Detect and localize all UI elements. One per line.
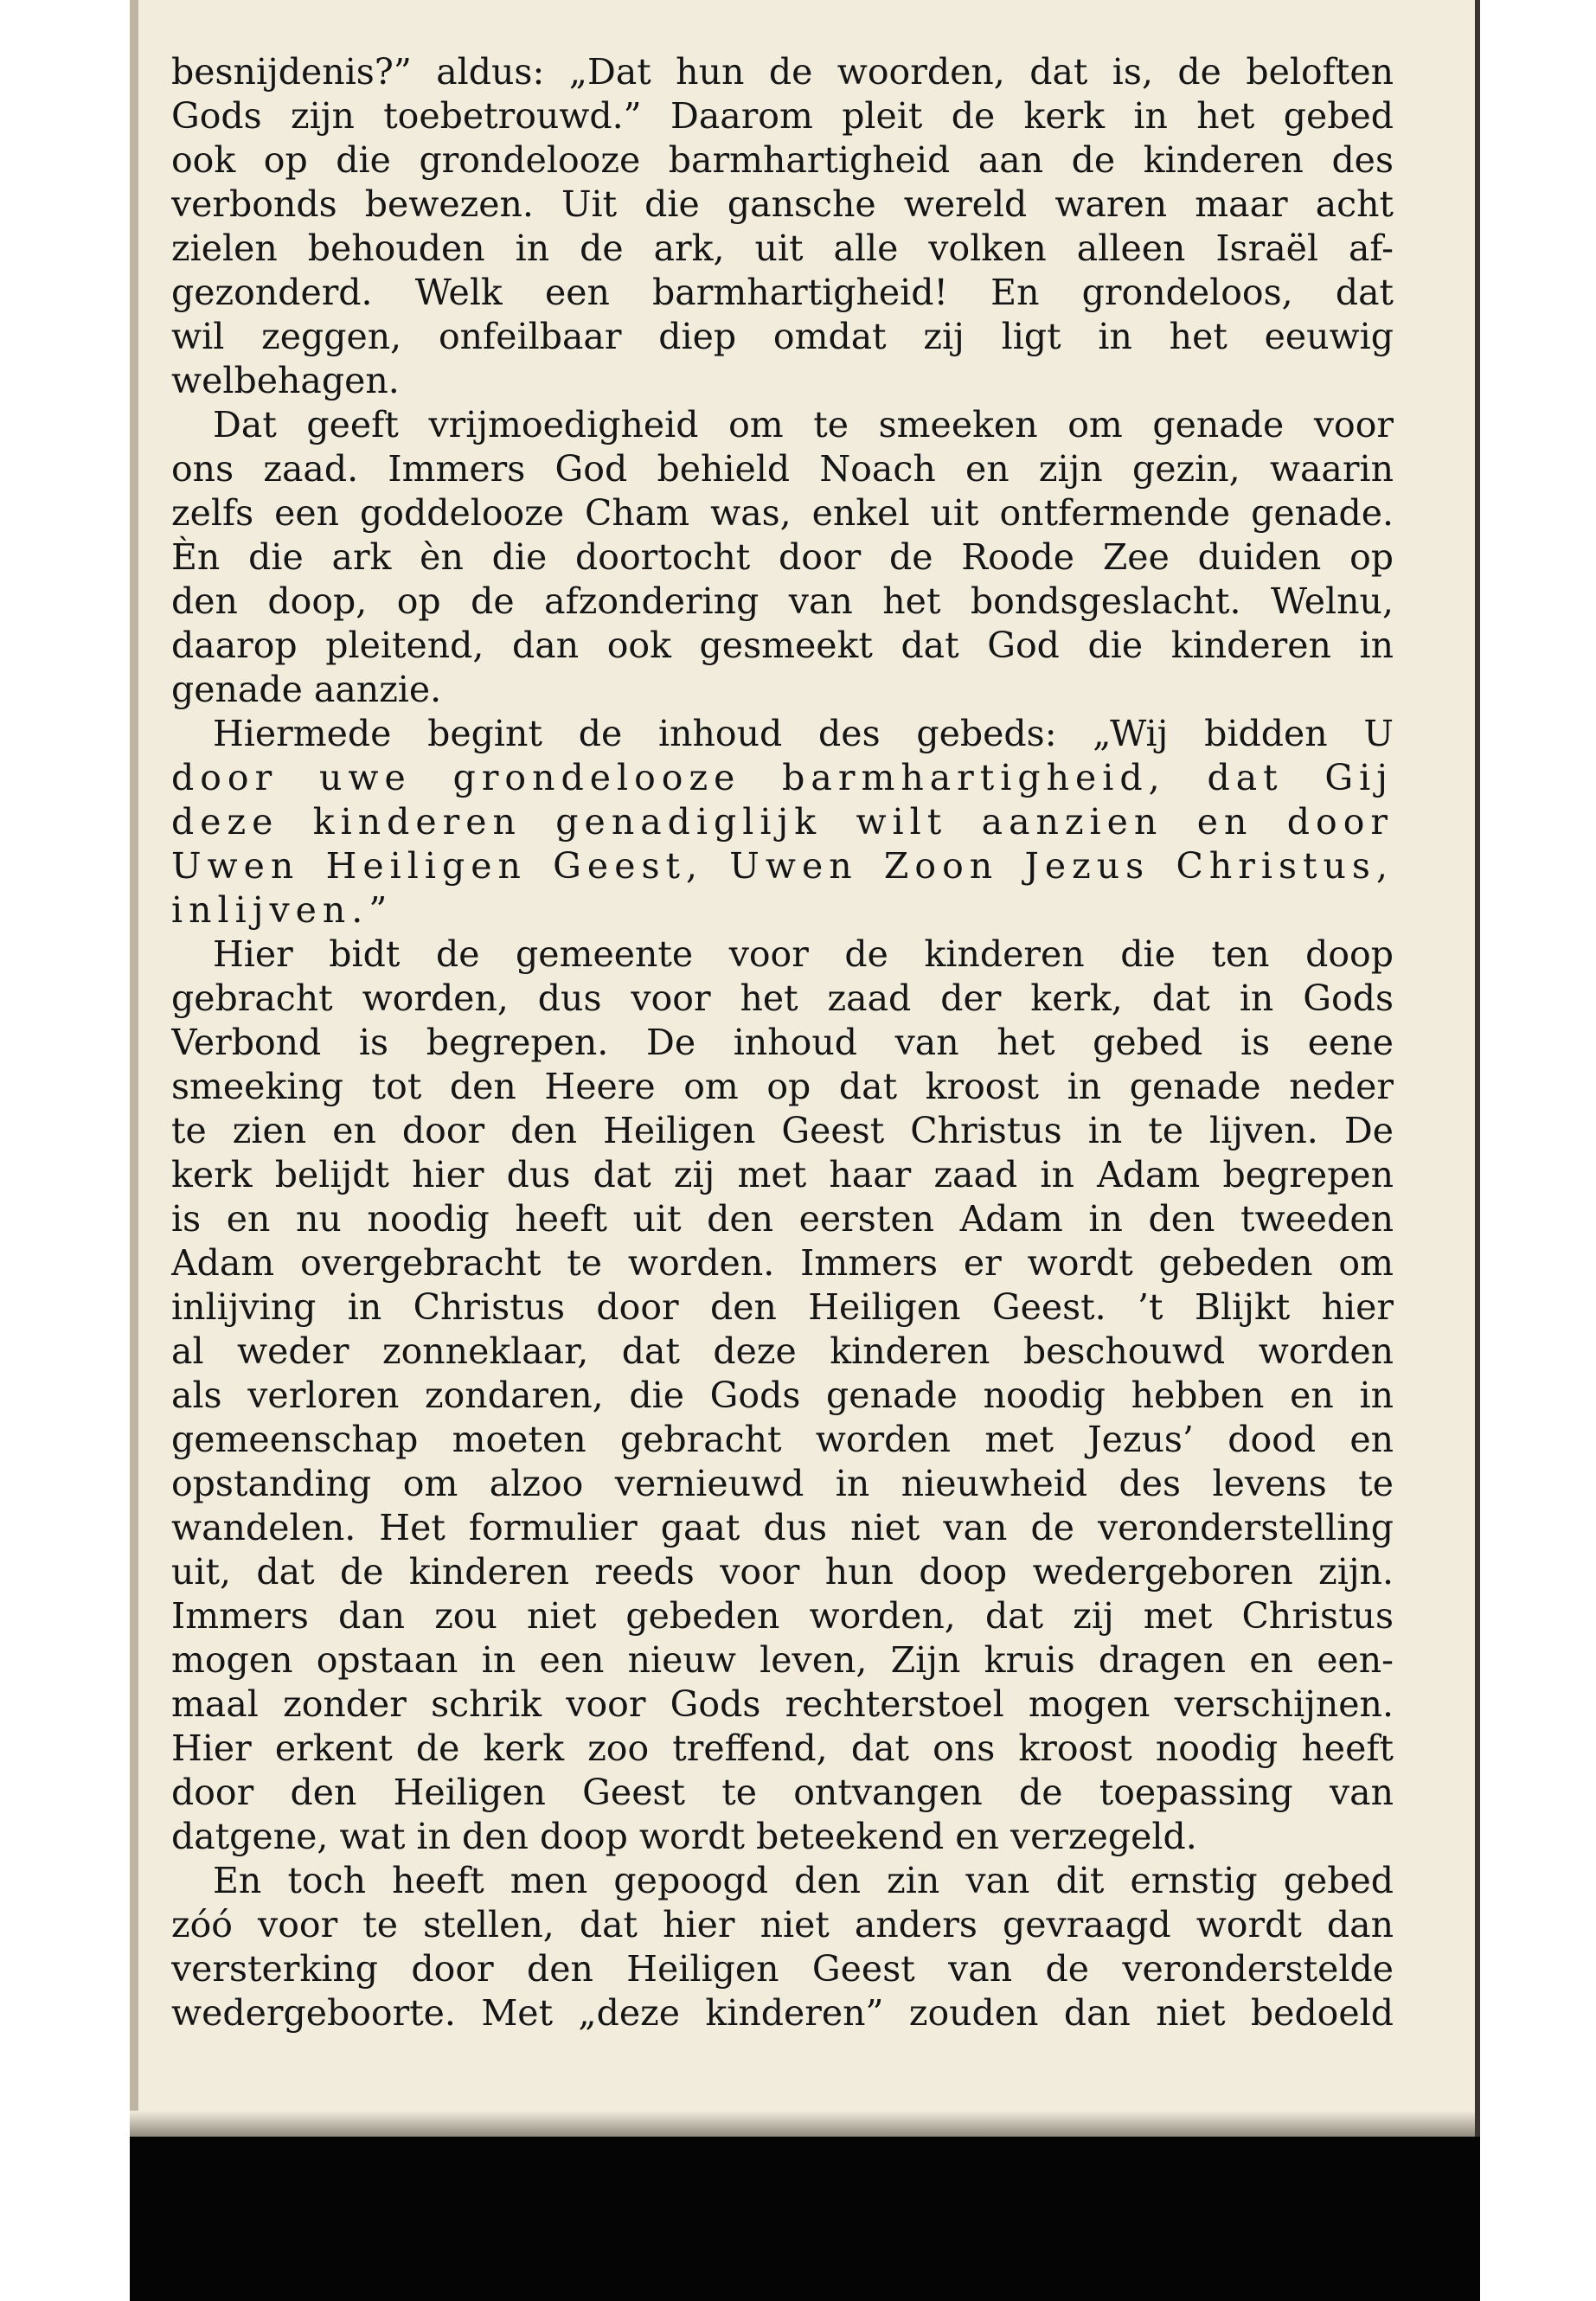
text-line: door den Heiligen Geest te ontvangen de toepassing van — [171, 1772, 1394, 1813]
text-line: ook op die grondelooze barmhartigheid aan de kinderen des — [171, 139, 1394, 181]
text-line: wandelen. Het formulier gaat dus niet van de veronderstelling — [171, 1507, 1394, 1548]
text-line: opstanding om alzoo vernieuwd in nieuwheid des levens te — [171, 1463, 1394, 1504]
text-line: als verloren zondaren, die Gods genade noodig hebben en in — [171, 1375, 1394, 1416]
text-line: te zien en door den Heiligen Geest Christus in te lijven. De — [171, 1110, 1394, 1151]
text-line: Dat geeft vrijmoedigheid om te smeeken om genade voor — [213, 404, 1394, 445]
text-line: zóó voor te stellen, dat hier niet anders gevraagd wordt dan — [171, 1904, 1394, 1945]
scan-background-band — [130, 2137, 1480, 2301]
text-line: door uwe grondelooze barmhartigheid, dat Gij — [171, 757, 1394, 798]
text-line: Adam overgebracht te worden. Immers er wordt gebeden om — [171, 1242, 1394, 1284]
text-line: Èn die ark èn die doortocht door de Roode Zee duiden op — [171, 536, 1394, 578]
page-bottom-shadow — [130, 2111, 1475, 2138]
text-line: Uwen Heiligen Geest, Uwen Zoon Jezus Christus, — [171, 845, 1394, 887]
text-line: Immers dan zou niet gebeden worden, dat zij met Christus — [171, 1595, 1394, 1637]
text-line: wedergeboorte. Met „deze kinderen” zouden dan niet bedoeld — [171, 1992, 1394, 2034]
text-line: En toch heeft men gepoogd den zin van dit ernstig gebed — [213, 1860, 1394, 1901]
text-line: versterking door den Heiligen Geest van de veronderstelde — [171, 1948, 1394, 1990]
text-line: welbehagen. — [171, 360, 400, 401]
text-line: maal zonder schrik voor Gods rechterstoel mogen verschijnen. — [171, 1683, 1394, 1725]
text-line: Hier bidt de gemeente voor de kinderen die ten doop — [213, 933, 1394, 975]
text-line: Verbond is begrepen. De inhoud van het gebed is eene — [171, 1022, 1394, 1063]
text-line: verbonds bewezen. Uit die gansche wereld waren maar acht — [171, 183, 1394, 225]
page-right-edge — [1475, 0, 1480, 2145]
text-line: smeeking tot den Heere om op dat kroost in genade neder — [171, 1066, 1394, 1107]
text-line: gezonderd. Welk een barmhartigheid! En grondeloos, dat — [171, 272, 1394, 313]
text-line: uit, dat de kinderen reeds voor hun doop wedergeboren zijn. — [171, 1551, 1394, 1593]
text-line: ons zaad. Immers God behield Noach en zijn gezin, waarin — [171, 448, 1394, 490]
text-line: wil zeggen, onfeilbaar diep omdat zij ligt in het eeuwig — [171, 316, 1394, 357]
text-line: kerk belijdt hier dus dat zij met haar zaad in Adam begrepen — [171, 1154, 1394, 1195]
text-line: genade aanzie. — [171, 669, 442, 710]
text-line: den doop, op de afzondering van het bondsgeslacht. Welnu, — [171, 580, 1394, 622]
text-line: zelfs een goddelooze Cham was, enkel uit ontfermende genade. — [171, 492, 1394, 534]
text-line: Hiermede begint de inhoud des gebeds: „Wij bidden U — [213, 713, 1394, 754]
text-line: inlijven.” — [171, 889, 394, 931]
text-line: gemeenschap moeten gebracht worden met Jezus’ dood en — [171, 1419, 1394, 1460]
text-line: Hier erkent de kerk zoo treffend, dat ons kroost noodig heeft — [171, 1727, 1394, 1769]
body-text — [171, 50, 1394, 2035]
text-line: besnijdenis?” aldus: „Dat hun de woorden, dat is, de beloften — [171, 51, 1394, 93]
text-line: al weder zonneklaar, dat deze kinderen beschouwd worden — [171, 1330, 1394, 1372]
text-line: is en nu noodig heeft uit den eersten Adam in den tweeden — [171, 1198, 1394, 1240]
page-gutter-shadow — [130, 0, 138, 2145]
text-line: gebracht worden, dus voor het zaad der kerk, dat in Gods — [171, 977, 1394, 1019]
text-line: deze kinderen genadiglijk wilt aanzien en door — [171, 801, 1394, 843]
text-line: mogen opstaan in een nieuw leven, Zijn kruis dragen en een- — [171, 1639, 1394, 1681]
text-line: inlijving in Christus door den Heiligen Geest. ’t Blijkt hier — [171, 1286, 1394, 1328]
text-line: datgene, wat in den doop wordt beteekend en verzegeld. — [171, 1816, 1197, 1857]
text-line: Gods zijn toebetrouwd.” Daarom pleit de kerk in het gebed — [171, 95, 1394, 137]
text-line: daarop pleitend, dan ook gesmeekt dat God die kinderen in — [171, 625, 1394, 666]
text-line: zielen behouden in de ark, uit alle volken alleen Israël af- — [171, 228, 1394, 269]
